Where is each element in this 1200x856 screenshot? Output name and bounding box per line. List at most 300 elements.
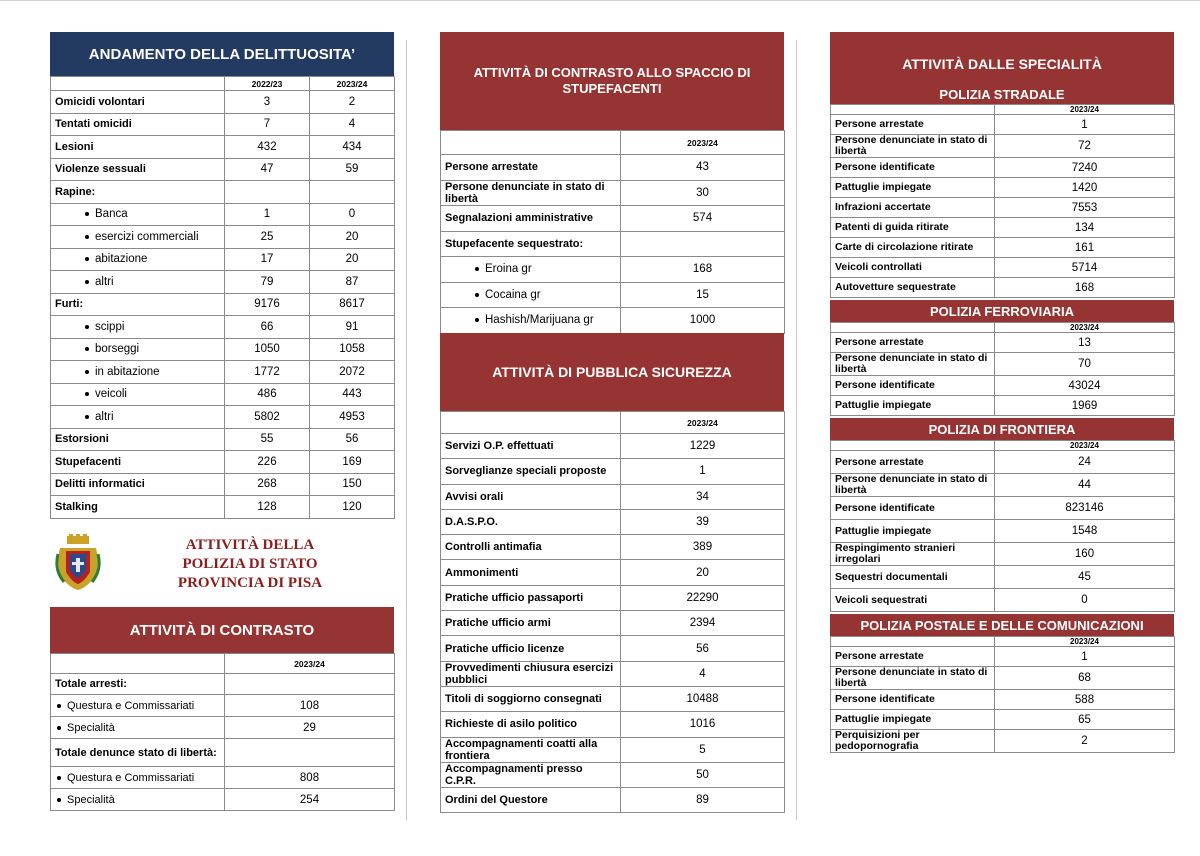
row-label-text: Respingimento stranieri irregolari xyxy=(835,542,956,565)
value-2023-24: 43 xyxy=(621,155,785,181)
table-row xyxy=(831,710,1175,730)
row-label-text: Omicidi volontari xyxy=(55,95,145,108)
value-2023-24: 574 xyxy=(621,206,785,232)
value-2023-24: 50 xyxy=(621,762,785,787)
row-label-text: Totale denunce stato di libertà: xyxy=(55,746,217,759)
row-label xyxy=(441,611,621,636)
row-label xyxy=(831,135,995,158)
table-row xyxy=(51,767,395,789)
value-2022-23: 7 xyxy=(225,113,310,136)
table-row xyxy=(831,730,1175,753)
bullet-icon xyxy=(85,280,89,284)
table-row xyxy=(51,181,395,204)
value-2023-24: 1000 xyxy=(621,308,785,334)
row-label xyxy=(831,730,995,753)
row-label xyxy=(441,686,621,711)
table-row xyxy=(441,257,785,283)
value-2023-24: 15 xyxy=(621,282,785,308)
header-empty xyxy=(831,323,995,333)
row-label-text: Stupefacente sequestrato: xyxy=(445,237,584,250)
value-2023-24: 44 xyxy=(995,474,1175,497)
value-2023-24: 389 xyxy=(621,535,785,560)
row-label-text: Persone denunciate in stato di libertà xyxy=(835,666,988,689)
value-2023-24: 45 xyxy=(995,566,1175,589)
value-2023-24: 1420 xyxy=(995,178,1175,198)
specialita-title: ATTIVITÀ DALLE SPECIALITÀ xyxy=(830,32,1174,96)
section-header-row xyxy=(831,441,1175,451)
table-row xyxy=(51,674,395,695)
header-2023-24: 2023/24 xyxy=(225,654,395,674)
header-2023-24: 2023/24 xyxy=(995,105,1175,115)
table-row xyxy=(831,353,1175,376)
row-label-text: Specialità xyxy=(67,793,115,806)
specialita-section-title: POLIZIA STRADALE xyxy=(830,84,1174,104)
row-label xyxy=(51,248,225,271)
value-2023-24: 24 xyxy=(995,451,1175,474)
row-label-text: Ordini del Questore xyxy=(445,794,548,807)
bullet-icon xyxy=(475,318,479,322)
row-label xyxy=(831,690,995,710)
specialita-section-table xyxy=(830,636,1175,753)
table-row xyxy=(51,316,395,339)
value-2023-24 xyxy=(225,739,395,767)
table-row xyxy=(441,636,785,661)
row-label xyxy=(831,566,995,589)
value-2023-24: 20 xyxy=(310,248,395,271)
row-label xyxy=(441,509,621,534)
row-label xyxy=(831,497,995,520)
row-label-text: Autovetture sequestrate xyxy=(835,281,956,293)
bullet-icon xyxy=(475,293,479,297)
value-2023-24: 13 xyxy=(995,333,1175,353)
stupefacenti-title: ATTIVITÀ DI CONTRASTO ALLO SPACCIO DI STUPEFACENTI xyxy=(440,32,784,130)
table-row xyxy=(831,135,1175,158)
value-2023-24: 56 xyxy=(621,636,785,661)
row-label xyxy=(831,158,995,178)
table-row xyxy=(831,497,1175,520)
value-2023-24: 1 xyxy=(621,459,785,484)
row-label xyxy=(51,789,225,811)
specialita-section-title: POLIZIA POSTALE E DELLE COMUNICAZIONI xyxy=(830,614,1174,636)
sicurezza-panel xyxy=(440,333,784,813)
value-2023-24: 2 xyxy=(310,91,395,114)
emblem-line-1: ATTIVITÀ DELLA xyxy=(185,537,315,553)
row-label xyxy=(831,543,995,566)
table-row xyxy=(441,155,785,181)
table-row xyxy=(51,473,395,496)
header-empty xyxy=(831,637,995,647)
value-2023-24: 87 xyxy=(310,271,395,294)
table-row xyxy=(441,788,785,813)
value-2023-24: 169 xyxy=(310,451,395,474)
value-2023-24: 161 xyxy=(995,238,1175,258)
header-2022-23: 2022/23 xyxy=(225,77,310,91)
row-label xyxy=(441,206,621,232)
row-label-text: Carte di circolazione ritirate xyxy=(835,241,974,253)
value-2023-24: 7240 xyxy=(995,158,1175,178)
table-row xyxy=(51,293,395,316)
row-label xyxy=(441,788,621,813)
column-separator-right xyxy=(796,40,797,820)
row-label-text: Persone identificate xyxy=(835,161,935,173)
row-label-text: Segnalazioni amministrative xyxy=(445,212,593,225)
row-label-text: Controlli antimafia xyxy=(445,541,542,554)
value-2023-24 xyxy=(621,231,785,257)
row-label-text: Persone arrestate xyxy=(835,455,924,468)
specialita-sections xyxy=(830,84,1174,753)
value-2023-24: 1229 xyxy=(621,434,785,459)
table-row xyxy=(831,647,1175,667)
table-row xyxy=(831,238,1175,258)
row-label-text: Persone denunciate in stato di libertà xyxy=(835,473,988,496)
value-2023-24: 160 xyxy=(995,543,1175,566)
contrasto-table xyxy=(50,653,395,811)
value-2023-24: 91 xyxy=(310,316,395,339)
table-row xyxy=(831,218,1175,238)
row-label-text: Richieste di asilo politico xyxy=(445,718,578,731)
table-row xyxy=(831,258,1175,278)
table-row xyxy=(51,739,395,767)
row-label-text: Hashish/Marijuana gr xyxy=(485,314,594,327)
row-label-text: D.A.S.P.O. xyxy=(445,516,498,529)
table-row xyxy=(51,338,395,361)
row-label xyxy=(441,282,621,308)
row-label xyxy=(51,158,225,181)
value-2022-23: 9176 xyxy=(225,293,310,316)
value-2022-23: 25 xyxy=(225,226,310,249)
sicurezza-header-row xyxy=(441,412,785,434)
value-2023-24: 2394 xyxy=(621,611,785,636)
value-2023-24: 808 xyxy=(225,767,395,789)
row-label xyxy=(441,585,621,610)
specialita-section-title: POLIZIA FERROVIARIA xyxy=(830,300,1174,322)
row-label-text: Lesioni xyxy=(55,140,94,153)
value-2023-24: 4 xyxy=(621,661,785,686)
row-label xyxy=(51,316,225,339)
contrasto-header-row xyxy=(51,654,395,674)
value-2023-24: 20 xyxy=(310,226,395,249)
table-row xyxy=(441,459,785,484)
row-label-text: Banca xyxy=(95,208,128,221)
row-label-text: Persone arrestate xyxy=(445,161,538,174)
row-label-text: altri xyxy=(95,410,114,423)
specialita-panel xyxy=(830,32,1174,753)
row-label-text: Pattuglie impiegate xyxy=(835,713,932,725)
table-row xyxy=(831,376,1175,396)
row-label-text: Pratiche ufficio passaporti xyxy=(445,591,584,604)
table-row xyxy=(51,203,395,226)
row-label xyxy=(441,712,621,737)
value-2023-24: 134 xyxy=(995,218,1175,238)
emblem-heading xyxy=(150,536,350,593)
row-label xyxy=(441,180,621,206)
row-label xyxy=(441,308,621,334)
row-label xyxy=(831,667,995,690)
bullet-icon xyxy=(57,726,61,730)
row-label-text: Veicoli sequestrati xyxy=(835,593,928,606)
table-row xyxy=(831,198,1175,218)
stupefacenti-table xyxy=(440,130,785,334)
table-row xyxy=(831,451,1175,474)
table-row xyxy=(51,248,395,271)
row-label-text: Estorsioni xyxy=(55,433,109,446)
table-row xyxy=(441,762,785,787)
header-empty xyxy=(51,77,225,91)
row-label xyxy=(831,333,995,353)
row-label xyxy=(831,396,995,416)
row-label-text: Perquisizioni per pedopornografia xyxy=(835,729,920,752)
bullet-icon xyxy=(85,392,89,396)
value-2023-24: 70 xyxy=(995,353,1175,376)
value-2023-24: 56 xyxy=(310,428,395,451)
row-label-text: Persone arrestate xyxy=(835,650,924,662)
header-2023-24: 2023/24 xyxy=(995,441,1175,451)
value-2022-23: 5802 xyxy=(225,406,310,429)
value-2023-24: 89 xyxy=(621,788,785,813)
row-label-text: Persone identificate xyxy=(835,379,935,391)
value-2022-23: 268 xyxy=(225,473,310,496)
row-label xyxy=(831,353,995,376)
value-2023-24: 1 xyxy=(995,115,1175,135)
row-label xyxy=(441,737,621,762)
value-2022-23: 432 xyxy=(225,136,310,159)
row-label xyxy=(51,91,225,114)
row-label-text: Provvedimenti chiusura esercizi pubblici xyxy=(445,661,614,686)
row-label xyxy=(831,278,995,298)
table-row xyxy=(51,428,395,451)
value-2023-24: 39 xyxy=(621,509,785,534)
value-2022-23: 55 xyxy=(225,428,310,451)
stupefacenti-panel xyxy=(440,32,784,334)
contrasto-panel xyxy=(50,607,394,811)
row-label-text: Servizi O.P. effettuati xyxy=(445,440,554,453)
header-2023-24: 2023/24 xyxy=(310,77,395,91)
row-label xyxy=(51,383,225,406)
table-row xyxy=(831,158,1175,178)
row-label-text: Cocaina gr xyxy=(485,288,541,301)
table-row xyxy=(831,178,1175,198)
bullet-icon xyxy=(85,415,89,419)
row-label xyxy=(831,647,995,667)
row-label-text: Persone arrestate xyxy=(835,118,924,130)
row-label xyxy=(51,717,225,739)
value-2023-24: 1058 xyxy=(310,338,395,361)
row-label xyxy=(831,218,995,238)
row-label-text: abitazione xyxy=(95,253,148,266)
value-2023-24: 2 xyxy=(995,730,1175,753)
row-label-text: Furti: xyxy=(55,298,84,311)
row-label xyxy=(441,636,621,661)
table-row xyxy=(51,136,395,159)
value-2023-24: 29 xyxy=(225,717,395,739)
value-2023-24: 34 xyxy=(621,484,785,509)
delittuosita-table xyxy=(50,76,395,519)
row-label xyxy=(441,560,621,585)
header-empty xyxy=(831,441,995,451)
table-row xyxy=(51,695,395,717)
row-label xyxy=(441,762,621,787)
polizia-crest-icon xyxy=(54,534,102,592)
value-2023-24: 68 xyxy=(995,667,1175,690)
column-separator-left xyxy=(406,40,407,820)
bullet-icon xyxy=(85,257,89,261)
row-label xyxy=(441,535,621,560)
row-label xyxy=(441,257,621,283)
table-row xyxy=(51,496,395,519)
row-label-text: Stupefacenti xyxy=(55,455,122,468)
row-label-text: borseggi xyxy=(95,343,140,356)
value-2023-24 xyxy=(310,181,395,204)
row-label xyxy=(831,474,995,497)
value-2023-24: 588 xyxy=(995,690,1175,710)
value-2022-23: 47 xyxy=(225,158,310,181)
value-2023-24: 120 xyxy=(310,496,395,519)
row-label-text: in abitazione xyxy=(95,365,160,378)
value-2022-23 xyxy=(225,181,310,204)
value-2023-24: 443 xyxy=(310,383,395,406)
row-label-text: Pratiche ufficio licenze xyxy=(445,642,565,655)
row-label xyxy=(51,226,225,249)
row-label-text: Avvisi orali xyxy=(445,490,504,503)
table-row xyxy=(51,158,395,181)
table-row xyxy=(441,560,785,585)
row-label-text: Persone identificate xyxy=(835,693,935,705)
value-2023-24: 0 xyxy=(995,589,1175,612)
specialita-section-table xyxy=(830,104,1175,298)
header-empty xyxy=(441,412,621,434)
table-row xyxy=(441,737,785,762)
value-2022-23: 1772 xyxy=(225,361,310,384)
value-2023-24: 0 xyxy=(310,203,395,226)
row-label-text: Tentati omicidi xyxy=(55,118,132,131)
sicurezza-title: ATTIVITÀ DI PUBBLICA SICUREZZA xyxy=(440,333,784,411)
table-row xyxy=(441,180,785,206)
header-empty xyxy=(51,654,225,674)
value-2023-24: 10488 xyxy=(621,686,785,711)
specialita-section-table xyxy=(830,440,1175,612)
table-row xyxy=(831,396,1175,416)
stupefacenti-header-row xyxy=(441,131,785,155)
value-2023-24: 8617 xyxy=(310,293,395,316)
table-row xyxy=(441,661,785,686)
value-2022-23: 79 xyxy=(225,271,310,294)
table-row xyxy=(51,226,395,249)
value-2023-24: 108 xyxy=(225,695,395,717)
emblem-line-2: POLIZIA DI STATO xyxy=(182,556,318,572)
table-row xyxy=(831,474,1175,497)
table-row xyxy=(51,451,395,474)
row-label xyxy=(51,451,225,474)
table-row xyxy=(831,589,1175,612)
row-label xyxy=(51,293,225,316)
row-label-text: Accompagnamenti presso C.P.R. xyxy=(445,763,583,787)
table-row xyxy=(441,484,785,509)
row-label xyxy=(51,113,225,136)
value-2023-24: 434 xyxy=(310,136,395,159)
bullet-icon xyxy=(85,235,89,239)
value-2023-24: 5 xyxy=(621,737,785,762)
value-2023-24: 43024 xyxy=(995,376,1175,396)
row-label xyxy=(831,178,995,198)
value-2022-23: 1050 xyxy=(225,338,310,361)
row-label xyxy=(831,238,995,258)
table-row xyxy=(441,282,785,308)
sicurezza-table xyxy=(440,411,785,813)
row-label-text: Stalking xyxy=(55,500,98,513)
value-2023-24: 5714 xyxy=(995,258,1175,278)
table-row xyxy=(831,115,1175,135)
bullet-icon xyxy=(475,267,479,271)
row-label xyxy=(51,406,225,429)
row-label-text: veicoli xyxy=(95,388,127,401)
delittuosita-panel xyxy=(50,32,394,519)
header-2023-24: 2023/24 xyxy=(995,323,1175,333)
row-label xyxy=(831,710,995,730)
row-label-text: Violenze sessuali xyxy=(55,163,146,176)
row-label xyxy=(441,459,621,484)
value-2023-24: 168 xyxy=(621,257,785,283)
row-label-text: Specialità xyxy=(67,721,115,734)
row-label xyxy=(831,589,995,612)
bullet-icon xyxy=(85,347,89,351)
row-label-text: Pratiche ufficio armi xyxy=(445,617,551,630)
value-2023-24: 823146 xyxy=(995,497,1175,520)
value-2022-23: 486 xyxy=(225,383,310,406)
specialita-section-title: POLIZIA DI FRONTIERA xyxy=(830,418,1174,440)
table-row xyxy=(441,206,785,232)
row-label-text: Pattuglie impiegate xyxy=(835,181,932,193)
row-label xyxy=(831,376,995,396)
row-label xyxy=(51,136,225,159)
table-row xyxy=(831,333,1175,353)
value-2022-23: 3 xyxy=(225,91,310,114)
value-2023-24: 168 xyxy=(995,278,1175,298)
table-row xyxy=(831,520,1175,543)
value-2023-24: 254 xyxy=(225,789,395,811)
table-row xyxy=(51,717,395,739)
table-row xyxy=(51,406,395,429)
table-row xyxy=(831,667,1175,690)
table-row xyxy=(441,509,785,534)
value-2023-24: 1 xyxy=(995,647,1175,667)
row-label xyxy=(51,271,225,294)
row-label xyxy=(51,203,225,226)
row-label xyxy=(51,338,225,361)
delittuosita-header-row xyxy=(51,77,395,91)
value-2023-24: 1969 xyxy=(995,396,1175,416)
bullet-icon xyxy=(57,704,61,708)
row-label-text: Patenti di guida ritirate xyxy=(835,221,949,233)
bullet-icon xyxy=(57,776,61,780)
section-header-row xyxy=(831,637,1175,647)
value-2023-24: 59 xyxy=(310,158,395,181)
row-label xyxy=(441,155,621,181)
row-label-text: Pattuglie impiegate xyxy=(835,399,932,411)
row-label-text: Veicoli controllati xyxy=(835,261,922,273)
table-row xyxy=(51,271,395,294)
table-row xyxy=(441,535,785,560)
row-label xyxy=(831,115,995,135)
value-2023-24 xyxy=(225,674,395,695)
bullet-icon xyxy=(85,325,89,329)
section-header-row xyxy=(831,105,1175,115)
bullet-icon xyxy=(85,370,89,374)
table-row xyxy=(441,434,785,459)
row-label xyxy=(441,661,621,686)
header-2023-24: 2023/24 xyxy=(995,637,1175,647)
row-label-text: Persone denunciate in stato di libertà xyxy=(835,134,988,157)
table-row xyxy=(441,585,785,610)
